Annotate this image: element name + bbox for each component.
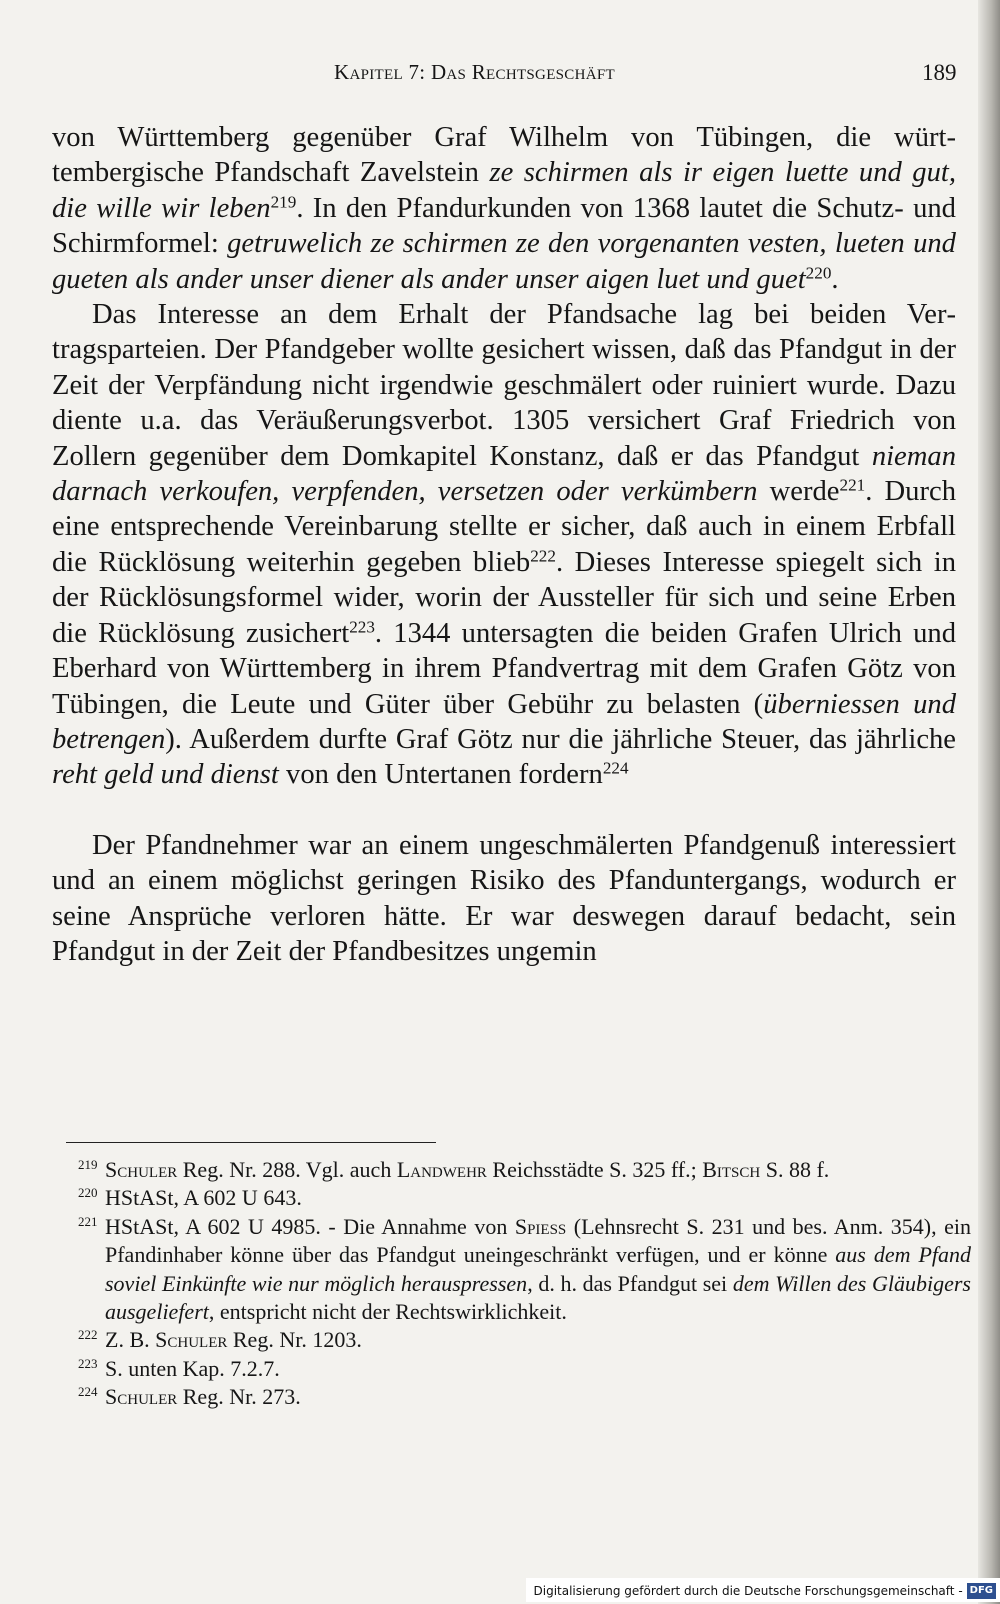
footnote-ref: 222 [530,546,556,566]
footnote-ref: 223 [349,617,375,637]
paragraph-1: von Württemberg gegenüber Graf Wilhelm von Tübingen, die württembergische Pfandschaft Zavelstein ze schirmen als ir eigen luette und gut, die wille wir leben$^{219}$. In den Pfandurkunden von 1368 lautet die Schutz- und Schirmformel: getruwelich ze schirmen ze den vorgenanten vesten, lueten und gueten als ander unser diener als ander unser aigen luet und guet$^{220}$. [52,122,956,295]
footnote-219: 219 Schuler Reg. Nr. 288. Vgl. auch Landwehr Reichsstädte S. 325 ff.; Bitsch S. 88 f. [78,1157,830,1182]
footnote-ref: 221 [839,475,866,495]
quote: getruwelich ze schirmen ze den vorgenanten vesten, lueten und gueten als ander unser diener als ander unser aigen luet und guet [52,228,956,295]
footnote-number: 222 [78,1327,98,1343]
footnote-number: 224 [78,1384,98,1400]
main-text [52,120,956,969]
credit-text: Digitalisierung gefördert durch die Deutsche Forschungsgemeinschaft - [533,1584,963,1598]
footnotes [78,1156,971,1412]
footnote-221: 221 HStASt, A 602 U 4985. - Die Annahme von Spiess (Lehnsrecht S. 231 und bes. Anm. 354), ein Pfandinhaber könne über das Pfandgut uneingeschränkt verfügen, und er könne aus dem Pfand soviel Einkünfte wie nur möglich herauspressen, d. h. das Pfandgut sei dem Willen des Gläubigers ausgeliefert, entspricht nicht der Rechtswirklichkeit. [78,1213,972,1325]
footnote-ref: 220 [805,263,832,283]
footnote-rule [66,1142,436,1143]
quote: überniessen und betrengen [52,688,956,755]
quote: ze schirmen als ir eigen luette und gut, die wille wir leben [52,157,956,224]
footnote-ref: 224 [602,758,629,778]
footnote-223: 223 S. unten Kap. 7.2.7. [78,1355,280,1381]
footnote-number: 221 [78,1213,98,1229]
footnote-222: 222 Z. B. Schuler Reg. Nr. 1203. [78,1327,362,1353]
dfg-logo: DFG [967,1583,996,1599]
quote: reht geld und dienst [52,759,279,791]
footnote-224: 224 Schuler Reg. Nr. 273. [78,1384,301,1410]
page-number: 189 [922,60,957,85]
footnote-ref: 219 [270,192,297,212]
quote: nieman darnach verkoufen, verpfenden, versetzen oder verkümbern [52,440,956,508]
running-head: Kapitel 7: Das Rechtsgeschäft [334,60,615,84]
paragraph-2: Das Interesse an dem Erhalt der Pfandsache lag bei beiden Vertragsparteien. Der Pfandgeber wollte gesichert wissen, daß das Pfandgut in der Zeit der Verpfändung nicht irgendwie geschmälert oder ruiniert wurde. Dazu diente u.a. das Veräußerungsverbot. 1305 versichert Graf Friedrich von Zollern gegenüber dem Domkapitel Konstanz, daß er das Pfandgut nieman darnach verkoufen, verpfenden, versetzen oder verkümbern werde$^{221}$. Durch eine entsprechende Vereinbarung stellte er sicher, daß auch in einem Erbfall die Rücklösung weiterhin gegeben blieb$^{222}$. Dieses Interesse spiegelt sich in der Rücklösungsformel wider, worin der Aussteller für sich und seine Erben die Rücklösung zusichert$^{223}$. 1344 untersagten die beiden Grafen Ulrich und Eberhard von Württemberg in ihrem Pfandvertrag mit dem Grafen Götz von Tübingen, die Leute und Güter über Gebühr zu belasten (überniessen und betrengen). Außerdem durfte Graf Götz nur die jährliche Steuer, das jährliche reht geld und dienst von den Untertanen fordern$^{224}$ [52,299,956,791]
paragraph-3: Der Pfandnehmer war an einem ungeschmälerten Pfandgenuß interessiert und an einem möglichst geringen Risiko des Pfanduntergangs, wodurch er seine Ansprüche verloren hätte. Er war deswegen darauf bedacht, sein Pfandgut in der Zeit der Pfandbesitzes ungemin [52,829,956,967]
page-edge-shadow [978,0,1000,1604]
footnote-number: 223 [78,1355,98,1371]
footnote-220: 220 HStASt, A 602 U 643. [78,1185,302,1211]
page-header [0,60,1000,92]
digitization-credit [526,1578,1000,1602]
footnote-number: 220 [78,1185,98,1201]
footnote-number: 219 [78,1157,98,1172]
